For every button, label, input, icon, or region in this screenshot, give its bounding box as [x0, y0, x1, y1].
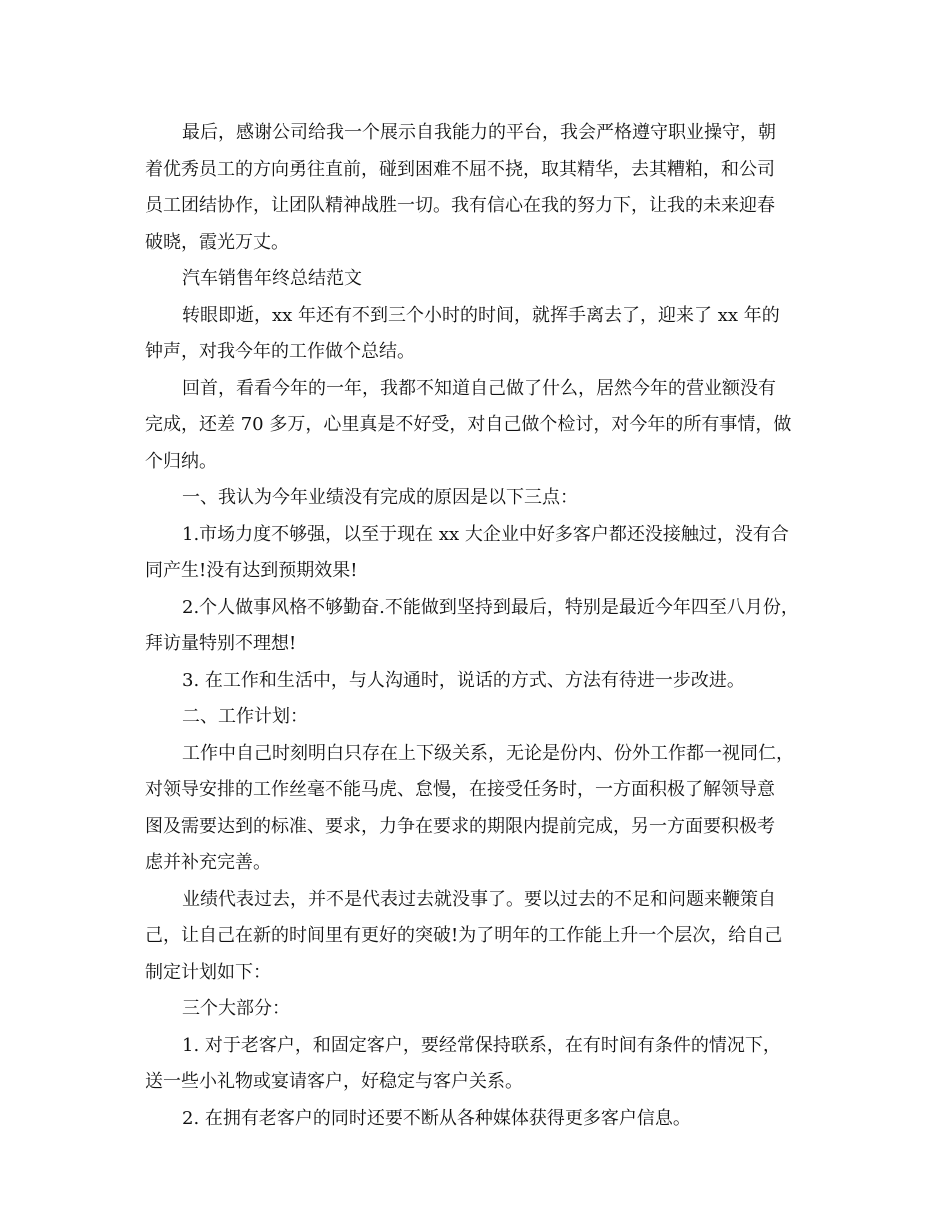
paragraph-review	[145, 371, 830, 481]
text-line: 1. 对于老客户，和固定客户，要经常保持联系，在有时间有条件的情况下，	[182, 1034, 781, 1056]
text-line: 对领导安排的工作丝毫不能马虎、怠慢，在接受任务时，一方面积极了解领导意	[145, 779, 775, 800]
text-line: 拜访量特别不理想!	[145, 633, 297, 654]
text-line: 工作中自己时刻明白只存在上下级关系，无论是份内、份外工作都一视同仁，	[182, 742, 794, 764]
list-item-reason-2	[145, 590, 830, 663]
paragraph-work-attitude	[145, 736, 830, 882]
text-line: 2.个人做事风格不够勤奋.不能做到坚持到最后，特别是最近今年四至八月份，	[182, 596, 799, 618]
heading-line: 三个大部分：	[182, 998, 290, 1019]
text-line: 1.市场力度不够强，以至于现在 xx 大企业中好多客户都还没接触过，没有合	[182, 523, 789, 545]
paragraph-intro	[145, 298, 830, 371]
heading-work-plan	[145, 699, 830, 736]
heading-reasons	[145, 480, 830, 517]
document-body	[145, 115, 830, 1137]
section-title	[145, 261, 830, 298]
text-line: 个归纳。	[145, 450, 217, 472]
text-line: 钟声，对我今年的工作做个总结。	[145, 341, 415, 362]
text-line: 完成，还差 70 多万，心里真是不好受，对自己做个检讨，对今年的所有事情，做	[145, 414, 792, 435]
text-line: 回首，看看今年的一年，我都不知道自己做了什么，居然今年的营业额没有	[182, 377, 776, 399]
text-line: 业绩代表过去，并不是代表过去就没事了。要以过去的不足和问题来鞭策自	[182, 888, 776, 910]
text-line: 2. 在拥有老客户的同时还要不断从各种媒体获得更多客户信息。	[182, 1107, 691, 1129]
list-item-reason-1	[145, 517, 830, 590]
text-line: 转眼即逝，xx 年还有不到三个小时的时间，就挥手离去了，迎来了 xx 年的	[182, 304, 780, 326]
list-item-reason-3	[145, 663, 830, 700]
text-line: 制定计划如下：	[145, 961, 271, 983]
paragraph-performance	[145, 882, 830, 992]
list-item-plan-2	[145, 1101, 830, 1138]
text-line: 送一些小礼物或宴请客户，好稳定与客户关系。	[145, 1071, 523, 1092]
title-line: 汽车销售年终总结范文	[182, 268, 362, 289]
heading-line: 一、我认为今年业绩没有完成的原因是以下三点：	[182, 487, 578, 508]
text-line: 图及需要达到的标准、要求，力争在要求的期限内提前完成，另一方面要积极考	[145, 815, 775, 837]
paragraph-closing-thanks	[145, 115, 830, 261]
text-line: 最后，感谢公司给我一个展示自我能力的平台，我会严格遵守职业操守，朝	[182, 122, 776, 143]
text-line: 破晓，霞光万丈。	[145, 231, 289, 253]
text-line: 3. 在工作和生活中，与人沟通时，说话的方式、方法有待进一步改进。	[182, 669, 745, 691]
text-line: 己，让自己在新的时间里有更好的突破!为了明年的工作能上升一个层次，给自己	[145, 925, 783, 946]
text-line: 同产生!没有达到预期效果!	[145, 560, 358, 581]
text-line: 着优秀员工的方向勇往直前，碰到困难不屈不挠，取其精华，去其糟粕，和公司	[145, 158, 775, 180]
text-line: 虑并补充完善。	[145, 852, 271, 873]
heading-three-parts	[145, 991, 830, 1028]
text-line: 员工团结协作，让团队精神战胜一切。我有信心在我的努力下，让我的未来迎春	[145, 195, 775, 216]
heading-line: 二、工作计划：	[182, 706, 308, 727]
list-item-plan-1	[145, 1028, 830, 1101]
